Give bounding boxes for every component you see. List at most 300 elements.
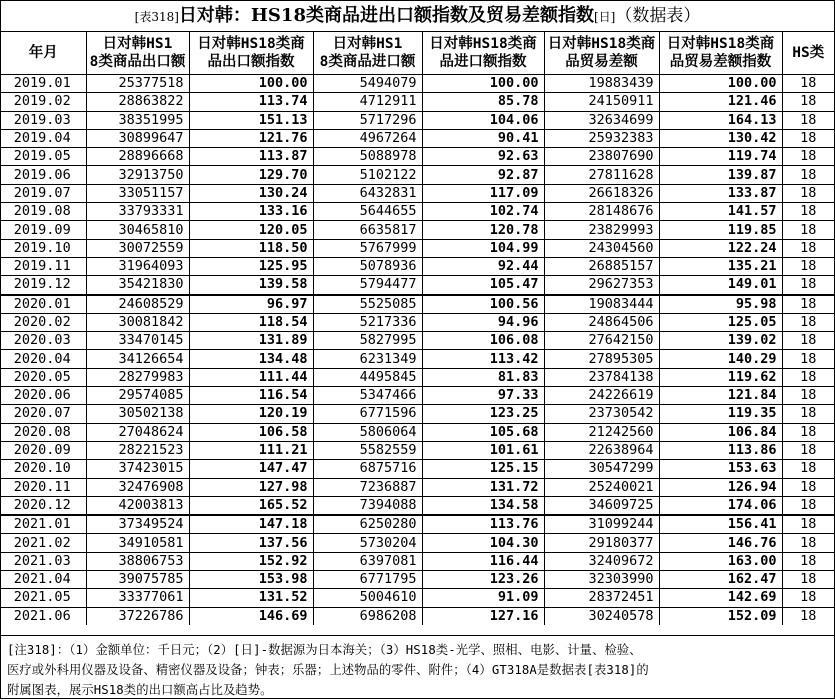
cell-month: 2019.10 bbox=[1, 239, 86, 257]
cell-month: 2021.06 bbox=[1, 607, 86, 625]
cell-month: 2020.04 bbox=[1, 350, 86, 368]
cell-import-index: 105.68 bbox=[422, 423, 544, 441]
table-row bbox=[1, 276, 834, 295]
table-row bbox=[1, 239, 834, 257]
cell-balance: 30240578 bbox=[544, 607, 659, 625]
header-cell-month: 年月 bbox=[1, 32, 86, 75]
table-row bbox=[1, 423, 834, 441]
cell-export-index: 113.74 bbox=[189, 93, 313, 111]
table-row bbox=[1, 534, 834, 552]
cell-import-index: 120.78 bbox=[422, 221, 544, 239]
cell-export-index: 153.98 bbox=[189, 571, 313, 589]
cell-export-index: 118.54 bbox=[189, 313, 313, 331]
cell-import-index: 104.06 bbox=[422, 111, 544, 129]
cell-month: 2020.05 bbox=[1, 368, 86, 386]
table-row bbox=[1, 607, 834, 625]
table-row bbox=[1, 552, 834, 570]
table-row bbox=[1, 571, 834, 589]
header-line: 日对韩HS18类商 bbox=[666, 36, 775, 52]
cell-balance: 32634699 bbox=[544, 111, 659, 129]
cell-export-index: 106.58 bbox=[189, 423, 313, 441]
title-table-tag: [表318] bbox=[134, 10, 179, 24]
cell-balance-index: 149.01 bbox=[659, 276, 782, 295]
cell-balance: 30547299 bbox=[544, 460, 659, 478]
cell-month: 2019.09 bbox=[1, 221, 86, 239]
cell-month: 2021.01 bbox=[1, 515, 86, 534]
cell-hs-class: 18 bbox=[782, 571, 834, 589]
cell-hs-class: 18 bbox=[782, 589, 834, 607]
cell-export: 30072559 bbox=[86, 239, 189, 257]
cell-balance: 26885157 bbox=[544, 257, 659, 275]
cell-balance: 24304560 bbox=[544, 239, 659, 257]
cell-balance: 28148676 bbox=[544, 203, 659, 221]
cell-month: 2021.05 bbox=[1, 589, 86, 607]
header-cell-import bbox=[313, 32, 422, 75]
cell-export: 24608529 bbox=[86, 295, 189, 314]
cell-export: 33470145 bbox=[86, 332, 189, 350]
cell-import-index: 125.15 bbox=[422, 460, 544, 478]
cell-balance: 29627353 bbox=[544, 276, 659, 295]
cell-balance-index: 121.46 bbox=[659, 93, 782, 111]
cell-month: 2020.01 bbox=[1, 295, 86, 314]
cell-import: 5767999 bbox=[313, 239, 422, 257]
cell-month: 2019.12 bbox=[1, 276, 86, 295]
cell-import: 7394088 bbox=[313, 496, 422, 515]
cell-export-index: 120.05 bbox=[189, 221, 313, 239]
table-row bbox=[1, 257, 834, 275]
cell-hs-class: 18 bbox=[782, 607, 834, 625]
table-row bbox=[1, 589, 834, 607]
cell-export: 35421830 bbox=[86, 276, 189, 295]
cell-month: 2019.01 bbox=[1, 75, 86, 93]
cell-balance-index: 95.98 bbox=[659, 295, 782, 314]
cell-balance-index: 119.35 bbox=[659, 405, 782, 423]
cell-balance: 25240021 bbox=[544, 478, 659, 496]
cell-export: 38351995 bbox=[86, 111, 189, 129]
cell-month: 2020.12 bbox=[1, 496, 86, 515]
cell-hs-class: 18 bbox=[782, 534, 834, 552]
cell-balance-index: 139.87 bbox=[659, 166, 782, 184]
table-row bbox=[1, 405, 834, 423]
cell-balance-index: 119.85 bbox=[659, 221, 782, 239]
header-line: 品出口额指数 bbox=[207, 54, 295, 70]
cell-month: 2020.03 bbox=[1, 332, 86, 350]
cell-import-index: 134.58 bbox=[422, 496, 544, 515]
cell-hs-class: 18 bbox=[782, 313, 834, 331]
cell-export: 28863822 bbox=[86, 93, 189, 111]
table-row bbox=[1, 93, 834, 111]
header-cell-export bbox=[86, 32, 189, 75]
cell-export-index: 125.95 bbox=[189, 257, 313, 275]
cell-balance-index: 139.02 bbox=[659, 332, 782, 350]
cell-import-index: 113.42 bbox=[422, 350, 544, 368]
cell-hs-class: 18 bbox=[782, 368, 834, 386]
header-line: 品贸易差额指数 bbox=[669, 54, 772, 70]
cell-hs-class: 18 bbox=[782, 221, 834, 239]
cell-import-index: 81.83 bbox=[422, 368, 544, 386]
cell-export: 30081842 bbox=[86, 313, 189, 331]
cell-export-index: 96.97 bbox=[189, 295, 313, 314]
cell-balance-index: 126.94 bbox=[659, 478, 782, 496]
cell-month: 2020.06 bbox=[1, 387, 86, 405]
cell-balance: 31099244 bbox=[544, 515, 659, 534]
cell-export: 38806753 bbox=[86, 552, 189, 570]
cell-hs-class: 18 bbox=[782, 93, 834, 111]
cell-import: 5730204 bbox=[313, 534, 422, 552]
cell-hs-class: 18 bbox=[782, 387, 834, 405]
cell-balance: 25932383 bbox=[544, 129, 659, 147]
header-line: 日对韩HS1 bbox=[102, 36, 173, 52]
header-line: 8类商品出口额 bbox=[89, 54, 186, 70]
table-row bbox=[1, 515, 834, 534]
title-paren: （数据表） bbox=[615, 6, 701, 26]
trade-index-table bbox=[1, 32, 834, 625]
cell-import: 6771596 bbox=[313, 405, 422, 423]
cell-import: 5088978 bbox=[313, 148, 422, 166]
cell-balance-index: 106.84 bbox=[659, 423, 782, 441]
cell-balance-index: 133.87 bbox=[659, 184, 782, 202]
cell-import-index: 92.63 bbox=[422, 148, 544, 166]
cell-export-index: 116.54 bbox=[189, 387, 313, 405]
header-line: 日对韩HS18类商 bbox=[429, 36, 537, 52]
cell-import-index: 116.44 bbox=[422, 552, 544, 570]
title-source-tag: [日] bbox=[593, 10, 616, 24]
cell-import: 4967264 bbox=[313, 129, 422, 147]
cell-balance-index: 122.24 bbox=[659, 239, 782, 257]
header-line: 品进口额指数 bbox=[439, 54, 527, 70]
cell-import-index: 91.09 bbox=[422, 589, 544, 607]
cell-export: 37349524 bbox=[86, 515, 189, 534]
cell-hs-class: 18 bbox=[782, 515, 834, 534]
table-row bbox=[1, 387, 834, 405]
cell-balance: 27811628 bbox=[544, 166, 659, 184]
cell-balance-index: 135.21 bbox=[659, 257, 782, 275]
header-line: 日对韩HS1 bbox=[332, 36, 403, 52]
cell-month: 2020.07 bbox=[1, 405, 86, 423]
cell-import: 5644655 bbox=[313, 203, 422, 221]
cell-import: 5004610 bbox=[313, 589, 422, 607]
cell-balance: 29180377 bbox=[544, 534, 659, 552]
cell-month: 2019.05 bbox=[1, 148, 86, 166]
cell-month: 2019.08 bbox=[1, 203, 86, 221]
cell-balance: 27895305 bbox=[544, 350, 659, 368]
cell-export-index: 129.70 bbox=[189, 166, 313, 184]
cell-balance-index: 153.63 bbox=[659, 460, 782, 478]
cell-import-index: 100.56 bbox=[422, 295, 544, 314]
table-row bbox=[1, 441, 834, 459]
cell-import: 5347466 bbox=[313, 387, 422, 405]
cell-export: 28896668 bbox=[86, 148, 189, 166]
cell-export-index: 118.50 bbox=[189, 239, 313, 257]
cell-balance-index: 119.74 bbox=[659, 148, 782, 166]
cell-month: 2019.07 bbox=[1, 184, 86, 202]
cell-balance: 34609725 bbox=[544, 496, 659, 515]
cell-import: 5494079 bbox=[313, 75, 422, 93]
cell-balance-index: 142.69 bbox=[659, 589, 782, 607]
cell-import: 5827995 bbox=[313, 332, 422, 350]
cell-export: 32913750 bbox=[86, 166, 189, 184]
cell-import: 7236887 bbox=[313, 478, 422, 496]
cell-balance-index: 125.05 bbox=[659, 313, 782, 331]
cell-month: 2020.09 bbox=[1, 441, 86, 459]
cell-export: 32476908 bbox=[86, 478, 189, 496]
cell-balance: 24150911 bbox=[544, 93, 659, 111]
cell-export: 39075785 bbox=[86, 571, 189, 589]
cell-export-index: 127.98 bbox=[189, 478, 313, 496]
cell-import-index: 92.87 bbox=[422, 166, 544, 184]
cell-balance: 22638964 bbox=[544, 441, 659, 459]
cell-export: 28221523 bbox=[86, 441, 189, 459]
cell-hs-class: 18 bbox=[782, 148, 834, 166]
cell-balance: 23784138 bbox=[544, 368, 659, 386]
cell-export-index: 147.47 bbox=[189, 460, 313, 478]
table-row bbox=[1, 75, 834, 93]
cell-export: 33377061 bbox=[86, 589, 189, 607]
cell-balance: 27642150 bbox=[544, 332, 659, 350]
header-cell-import-index bbox=[422, 32, 544, 75]
cell-export-index: 146.69 bbox=[189, 607, 313, 625]
cell-month: 2021.03 bbox=[1, 552, 86, 570]
cell-balance-index: 152.09 bbox=[659, 607, 782, 625]
cell-month: 2020.10 bbox=[1, 460, 86, 478]
cell-export: 42003813 bbox=[86, 496, 189, 515]
cell-import: 5217336 bbox=[313, 313, 422, 331]
cell-balance-index: 140.29 bbox=[659, 350, 782, 368]
cell-export: 27048624 bbox=[86, 423, 189, 441]
cell-export-index: 111.44 bbox=[189, 368, 313, 386]
cell-month: 2020.02 bbox=[1, 313, 86, 331]
cell-import-index: 123.26 bbox=[422, 571, 544, 589]
cell-balance-index: 164.13 bbox=[659, 111, 782, 129]
cell-import: 6397081 bbox=[313, 552, 422, 570]
cell-export: 30465810 bbox=[86, 221, 189, 239]
table-row bbox=[1, 166, 834, 184]
cell-export-index: 152.92 bbox=[189, 552, 313, 570]
table-row bbox=[1, 332, 834, 350]
cell-export-index: 147.18 bbox=[189, 515, 313, 534]
cell-import-index: 94.96 bbox=[422, 313, 544, 331]
cell-hs-class: 18 bbox=[782, 295, 834, 314]
cell-export-index: 137.56 bbox=[189, 534, 313, 552]
cell-balance: 21242560 bbox=[544, 423, 659, 441]
cell-export: 30502138 bbox=[86, 405, 189, 423]
cell-export: 28279983 bbox=[86, 368, 189, 386]
cell-export: 31964093 bbox=[86, 257, 189, 275]
table-row bbox=[1, 368, 834, 386]
cell-month: 2020.11 bbox=[1, 478, 86, 496]
cell-hs-class: 18 bbox=[782, 496, 834, 515]
cell-month: 2019.03 bbox=[1, 111, 86, 129]
cell-export: 29574085 bbox=[86, 387, 189, 405]
cell-import-index: 105.47 bbox=[422, 276, 544, 295]
table-row bbox=[1, 295, 834, 314]
table-row bbox=[1, 148, 834, 166]
table-row bbox=[1, 184, 834, 202]
cell-import-index: 100.00 bbox=[422, 75, 544, 93]
cell-balance: 19083444 bbox=[544, 295, 659, 314]
cell-hs-class: 18 bbox=[782, 552, 834, 570]
table-row bbox=[1, 129, 834, 147]
cell-export-index: 120.19 bbox=[189, 405, 313, 423]
cell-import-index: 104.99 bbox=[422, 239, 544, 257]
header-line: 品贸易差额 bbox=[565, 54, 638, 70]
cell-hs-class: 18 bbox=[782, 166, 834, 184]
cell-hs-class: 18 bbox=[782, 276, 834, 295]
cell-balance-index: 119.62 bbox=[659, 368, 782, 386]
header-line: 8类商品进口额 bbox=[319, 54, 416, 70]
cell-import: 6771795 bbox=[313, 571, 422, 589]
cell-import-index: 104.30 bbox=[422, 534, 544, 552]
header-line: 日对韩HS18类商 bbox=[547, 36, 656, 52]
table-notes bbox=[1, 635, 834, 698]
cell-balance-index: 174.06 bbox=[659, 496, 782, 515]
cell-hs-class: 18 bbox=[782, 460, 834, 478]
cell-hs-class: 18 bbox=[782, 478, 834, 496]
title-main: 日对韩：HS18类商品进出口额指数及贸易差额指数 bbox=[178, 5, 594, 26]
header-row bbox=[1, 32, 834, 75]
cell-import: 4712911 bbox=[313, 93, 422, 111]
cell-balance-index: 163.00 bbox=[659, 552, 782, 570]
cell-month: 2019.11 bbox=[1, 257, 86, 275]
table-row bbox=[1, 313, 834, 331]
table-body bbox=[1, 75, 834, 625]
cell-export: 25377518 bbox=[86, 75, 189, 93]
cell-export: 33793331 bbox=[86, 203, 189, 221]
header-line: 日对韩HS18类商 bbox=[197, 36, 305, 52]
cell-import-index: 117.09 bbox=[422, 184, 544, 202]
cell-hs-class: 18 bbox=[782, 332, 834, 350]
cell-balance-index: 100.00 bbox=[659, 75, 782, 93]
cell-import-index: 101.61 bbox=[422, 441, 544, 459]
cell-import: 5794477 bbox=[313, 276, 422, 295]
cell-export: 37226786 bbox=[86, 607, 189, 625]
cell-balance-index: 141.57 bbox=[659, 203, 782, 221]
cell-balance: 28372451 bbox=[544, 589, 659, 607]
cell-hs-class: 18 bbox=[782, 257, 834, 275]
cell-export: 34910581 bbox=[86, 534, 189, 552]
cell-export: 34126654 bbox=[86, 350, 189, 368]
cell-export-index: 151.13 bbox=[189, 111, 313, 129]
cell-export: 33051157 bbox=[86, 184, 189, 202]
cell-balance: 23829993 bbox=[544, 221, 659, 239]
table-title bbox=[1, 1, 834, 32]
cell-import-index: 123.25 bbox=[422, 405, 544, 423]
cell-hs-class: 18 bbox=[782, 405, 834, 423]
cell-import: 6635817 bbox=[313, 221, 422, 239]
cell-import-index: 102.74 bbox=[422, 203, 544, 221]
cell-import: 6250280 bbox=[313, 515, 422, 534]
note-line: [注318]：（1）金额单位：千日元；（2）[日]-数据源为日本海关；（3）HS18类-光学、照相、电影、计量、检验、 bbox=[7, 643, 642, 657]
cell-import: 5582559 bbox=[313, 441, 422, 459]
cell-month: 2019.02 bbox=[1, 93, 86, 111]
header-cell-balance-index bbox=[659, 32, 782, 75]
cell-hs-class: 18 bbox=[782, 75, 834, 93]
cell-month: 2020.08 bbox=[1, 423, 86, 441]
cell-import: 5717296 bbox=[313, 111, 422, 129]
cell-month: 2019.04 bbox=[1, 129, 86, 147]
table-row bbox=[1, 460, 834, 478]
cell-export-index: 111.21 bbox=[189, 441, 313, 459]
cell-balance-index: 113.86 bbox=[659, 441, 782, 459]
cell-export-index: 131.89 bbox=[189, 332, 313, 350]
table-row bbox=[1, 350, 834, 368]
note-line: 附属图表，展示HS18类的出口额高占比及趋势。 bbox=[7, 683, 273, 697]
cell-import: 4495845 bbox=[313, 368, 422, 386]
cell-balance-index: 162.47 bbox=[659, 571, 782, 589]
cell-import-index: 113.76 bbox=[422, 515, 544, 534]
cell-month: 2021.04 bbox=[1, 571, 86, 589]
table-row bbox=[1, 221, 834, 239]
cell-hs-class: 18 bbox=[782, 441, 834, 459]
cell-hs-class: 18 bbox=[782, 239, 834, 257]
cell-balance-index: 130.42 bbox=[659, 129, 782, 147]
cell-hs-class: 18 bbox=[782, 184, 834, 202]
cell-month: 2021.02 bbox=[1, 534, 86, 552]
note-line: 医疗或外科用仪器及设备、精密仪器及设备；钟表；乐器；上述物品的零件、附件；（4）GT318A是数据表[表318]的 bbox=[7, 663, 649, 677]
cell-balance-index: 156.41 bbox=[659, 515, 782, 534]
cell-balance: 32303990 bbox=[544, 571, 659, 589]
cell-export-index: 121.76 bbox=[189, 129, 313, 147]
cell-balance: 23730542 bbox=[544, 405, 659, 423]
cell-import: 6432831 bbox=[313, 184, 422, 202]
cell-import-index: 90.41 bbox=[422, 129, 544, 147]
cell-import: 6875716 bbox=[313, 460, 422, 478]
table-row bbox=[1, 496, 834, 515]
cell-export-index: 134.48 bbox=[189, 350, 313, 368]
cell-import-index: 92.44 bbox=[422, 257, 544, 275]
cell-import: 5078936 bbox=[313, 257, 422, 275]
cell-export: 37423015 bbox=[86, 460, 189, 478]
header-cell-balance bbox=[544, 32, 659, 75]
cell-hs-class: 18 bbox=[782, 423, 834, 441]
cell-import: 5806064 bbox=[313, 423, 422, 441]
cell-balance: 26618326 bbox=[544, 184, 659, 202]
cell-hs-class: 18 bbox=[782, 111, 834, 129]
cell-hs-class: 18 bbox=[782, 129, 834, 147]
cell-export-index: 113.87 bbox=[189, 148, 313, 166]
cell-import: 6986208 bbox=[313, 607, 422, 625]
cell-hs-class: 18 bbox=[782, 350, 834, 368]
cell-hs-class: 18 bbox=[782, 203, 834, 221]
header-cell-hs-class: HS类 bbox=[782, 32, 834, 75]
cell-import: 5525085 bbox=[313, 295, 422, 314]
cell-import: 5102122 bbox=[313, 166, 422, 184]
cell-import-index: 127.16 bbox=[422, 607, 544, 625]
table-row bbox=[1, 478, 834, 496]
cell-balance: 24226619 bbox=[544, 387, 659, 405]
header-cell-export-index bbox=[189, 32, 313, 75]
cell-import: 6231349 bbox=[313, 350, 422, 368]
cell-balance: 19883439 bbox=[544, 75, 659, 93]
cell-import-index: 131.72 bbox=[422, 478, 544, 496]
cell-month: 2019.06 bbox=[1, 166, 86, 184]
cell-import-index: 85.78 bbox=[422, 93, 544, 111]
cell-export-index: 165.52 bbox=[189, 496, 313, 515]
cell-export: 30899647 bbox=[86, 129, 189, 147]
cell-export-index: 139.58 bbox=[189, 276, 313, 295]
cell-export-index: 131.52 bbox=[189, 589, 313, 607]
table-row bbox=[1, 111, 834, 129]
cell-balance: 23807690 bbox=[544, 148, 659, 166]
cell-import-index: 106.08 bbox=[422, 332, 544, 350]
cell-export-index: 130.24 bbox=[189, 184, 313, 202]
cell-export-index: 133.16 bbox=[189, 203, 313, 221]
table-row bbox=[1, 203, 834, 221]
cell-balance-index: 121.84 bbox=[659, 387, 782, 405]
cell-balance-index: 146.76 bbox=[659, 534, 782, 552]
cell-export-index: 100.00 bbox=[189, 75, 313, 93]
cell-import-index: 97.33 bbox=[422, 387, 544, 405]
